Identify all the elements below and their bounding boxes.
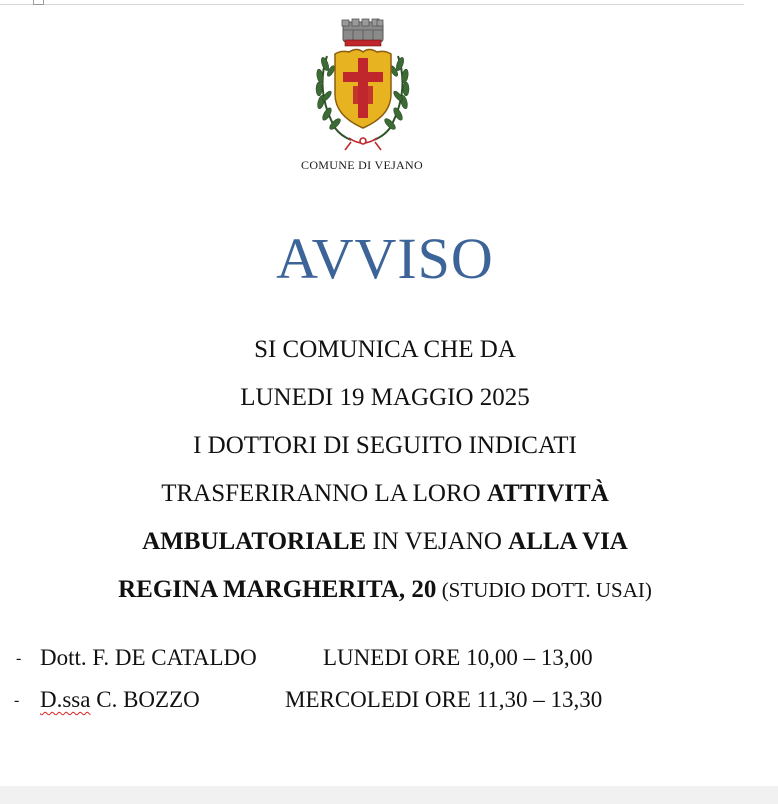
notice-line-6-a: REGINA MARGHERITA, 20 — [118, 576, 437, 603]
doctor-name — [40, 645, 257, 671]
doctor-surname: F. DE CATALDO — [86, 645, 257, 670]
ribbon-icon — [345, 138, 381, 150]
doctor-surname: C. BOZZO — [90, 687, 200, 712]
notice-line-4-a: TRASFERIRANNO LA LORO — [161, 480, 487, 507]
notice-line-5-b: IN VEJANO — [366, 528, 509, 555]
list-bullet: - — [16, 650, 22, 667]
doctor-title: D.ssa — [40, 687, 91, 712]
notice-line-4 — [0, 470, 770, 518]
notice-line-5 — [0, 518, 770, 566]
shield-icon — [335, 50, 391, 129]
notice-line-3: I DOTTORI DI SEGUITO INDICATI — [193, 432, 577, 459]
notice-line-1: SI COMUNICA CHE DA — [254, 336, 516, 363]
crown-icon — [342, 19, 383, 46]
notice-body — [0, 326, 770, 614]
notice-line-5-a: AMBULATORIALE — [142, 528, 367, 555]
notice-line-4-b: ATTIVITÀ — [486, 480, 609, 507]
doctor-schedule: MERCOLEDI ORE 11,30 – 13,30 — [285, 687, 603, 712]
municipal-crest-icon — [305, 16, 420, 156]
doctor-name — [40, 687, 200, 713]
page-top-border — [0, 4, 744, 5]
page-gap-bottom — [0, 786, 778, 804]
doctor-schedule: LUNEDI ORE 10,00 – 13,00 — [323, 645, 593, 670]
notice-line-6 — [0, 566, 770, 614]
notice-line-6-b: (STUDIO DOTT. USAI) — [436, 578, 652, 602]
notice-line-5-c: ALLA VIA — [508, 528, 628, 555]
municipality-name: COMUNE DI VEJANO — [301, 158, 423, 172]
doctor-title: Dott. — [40, 645, 87, 670]
page-corner-marker — [33, 0, 44, 5]
list-bullet: - — [14, 692, 20, 709]
notice-line-2: LUNEDI 19 MAGGIO 2025 — [240, 384, 530, 411]
notice-title: AVVISO — [276, 226, 494, 291]
page-margin-right — [744, 0, 778, 804]
